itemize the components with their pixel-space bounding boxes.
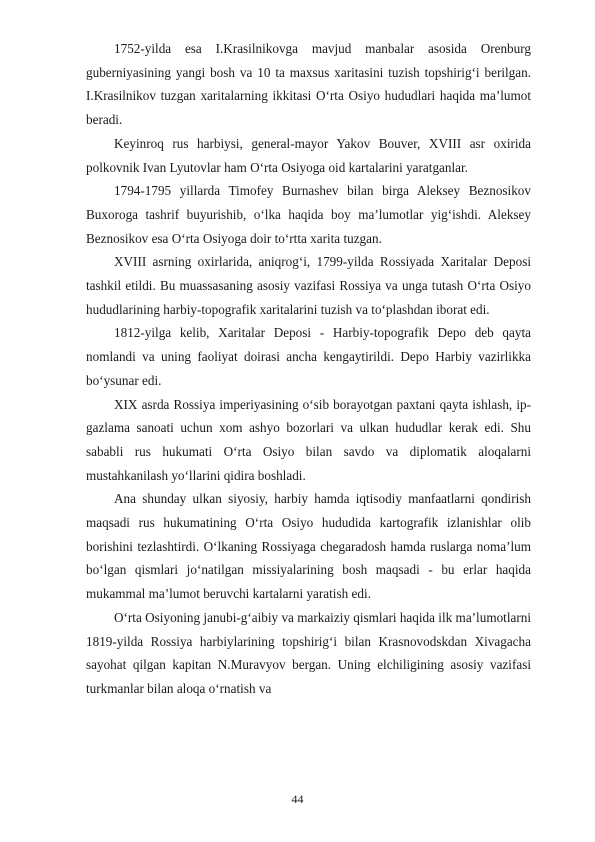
paragraph-8: O‘rta Osiyoning janubi-g‘aibiy va markaiziy qismlari haqida ilk ma’lumotlarni 1819-yilda Rossiya harbiylarining topshirig‘i bilan Krasnovodskdan Xivagacha sayohat qilgan kapitan N.Muravyov bergan. Uning elchiligining asosiy vazifasi turkmanlar bilan aloqa o‘rnatish va: [86, 609, 531, 696]
paragraph-5: 1812-yilga kelib, Xaritalar Deposi - Harbiy-topografik Depo deb qayta nomlandi va uning faoliyat doirasi ancha kengaytirildi. Depo Harbiy vazirlikka bo‘ysunar edi.: [86, 325, 531, 388]
paragraph-6: XIX asrda Rossiya imperiyasining o‘sib borayotgan paxtani qayta ishlash, ip-gazlama sanoati uchun xom ashyo bozorlari va ulkan hududlar kerak edi. Shu sababli rus hukumati O‘rta Osiyo bilan savdo va diplomatik aloqalarni mustahkanilash yo‘llarini qidira boshladi.: [86, 396, 531, 483]
paragraph-3: 1794-1795 yillarda Timofey Burnashev bilan birga Aleksey Beznosikov Buxoroga tashrif buyurishib, o‘lka haqida boy ma’lumotlar yig‘ishdi. Aleksey Beznosikov esa O‘rta Osiyoga doir to‘rtta xarita tuzgan.: [86, 183, 531, 246]
document-body: [86, 37, 531, 701]
paragraph-7: Ana shunday ulkan siyosiy, harbiy hamda iqtisodiy manfaatlarni qondirish maqsadi rus hukumatining O‘rta Osiyo hududida kartografik izlanishlar olib borishini tezlashtirdi. O‘lkaning Rossiyaga chegaradosh hamda ruslarga noma’lum bo‘lgan qismlari jo‘natilgan missiyalarining bosh maqsadi - bu erlar haqida mukammal ma’lumot beruvchi kartalarni yaratish edi.: [86, 491, 531, 602]
page-number: 44: [291, 792, 304, 806]
paragraph-1: 1752-yilda esa I.Krasilnikovga mavjud manbalar asosida Orenburg guberniyasining yangi bosh va 10 ta maxsus xaritasini tuzish topshirig‘i berilgan. I.Krasilnikov tuzgan xaritalarning ikkitasi O‘rta Osiyo hududlari haqida ma’lumot beradi.: [86, 41, 531, 128]
paragraph-4: XVIII asrning oxirlarida, aniqrog‘i, 1799-yilda Rossiyada Xaritalar Deposi tashkil etildi. Bu muassasaning asosiy vazifasi Rossiya va unga tutash O‘rta Osiyo hududlarining harbiy-topografik xaritalarini tuzish va to‘plashdan iborat edi.: [86, 254, 531, 317]
paragraph-2: Keyinroq rus harbiysi, general-mayor Yakov Bouver, XVIII asr oxirida polkovnik Ivan Lyutovlar ham O‘rta Osiyoga oid kartalarini yaratganlar.: [86, 135, 531, 175]
